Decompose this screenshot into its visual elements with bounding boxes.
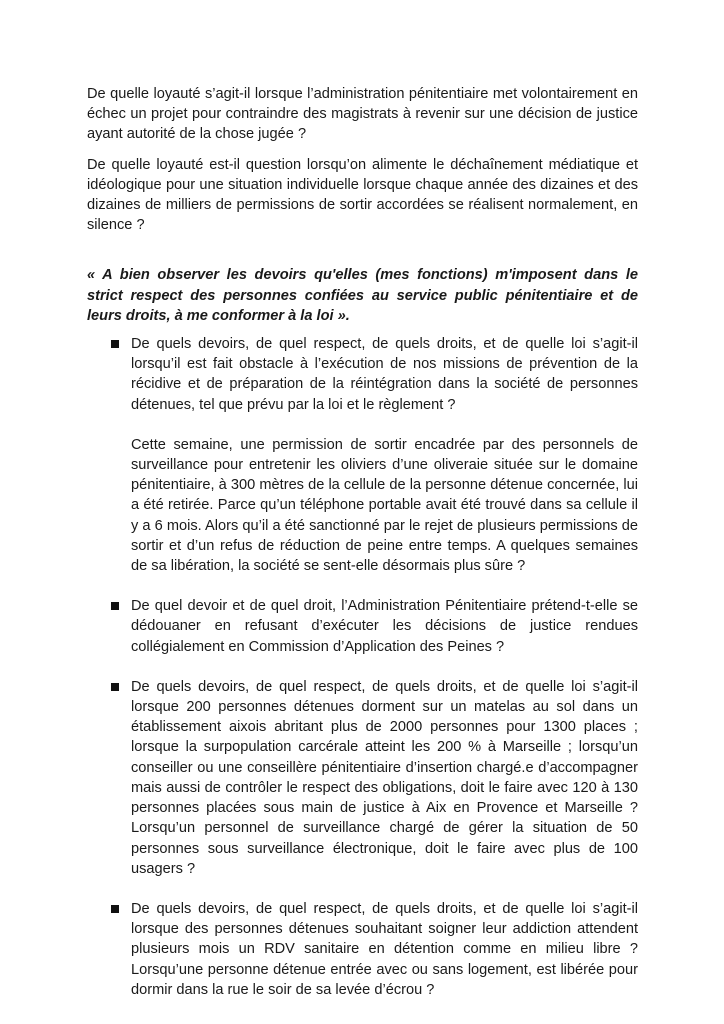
list-item [87,677,638,879]
square-bullet-icon [111,340,119,348]
questions-list [87,334,638,1000]
oath-quote: « A bien observer les devoirs qu'elles (mes fonctions) m'imposent dans le strict respect des personnes confiées au service public pénitentiaire et de leurs droits, à me conformer à la loi ». [87,267,638,324]
list-item [87,596,638,657]
list-item-text: De quels devoirs, de quel respect, de quels droits, et de quelle loi s’agit-il lorsque 200 personnes détenues dorment sur un matelas au sol dans un établissement aixois abritant plus de 2000 personnes pour 1300 places ; lorsque la surpopulation carcérale atteint les 200 % à Marseille ; lorsqu’un conseiller ou une conseillère pénitentiaire d’insertion chargé.e d’accompagner mais aussi de contrôler le respect des obligations, doit le faire avec 120 à 130 personnes placées sous main de justice à Aix en Provence et Marseille ? Lorsqu’un personnel de surveillance chargé de gérer la situation de 50 personnes sous surveillance électronique, doit le faire avec plus de 100 usagers ? [131,678,638,877]
square-bullet-icon [111,905,119,913]
list-item-text: De quel devoir et de quel droit, l’Administration Pénitentiaire prétend-t-elle se dédouaner en refusant d’exécuter les décisions de justice rendues collégialement en Commission d’Application des Peines ? [131,598,638,655]
list-item [87,899,638,1000]
square-bullet-icon [111,683,119,691]
list-item-text: De quels devoirs, de quel respect, de quels droits, et de quelle loi s’agit-il lorsqu’il est fait obstacle à l’exécution de nos missions de prévention de la récidive et de préparation de la réintégration dans la société de personnes détenues, tel que prévu par la loi et le règlement ? [131,336,638,413]
paragraph-loyalty-media: De quelle loyauté est-il question lorsqu’on alimente le déchaînement médiatique et idéologique pour une situation individuelle lorsque chaque année des dizaines et des dizaines de milliers de permissions de sortir accordées se réalisent normalement, en silence ? [87,156,638,234]
square-bullet-icon [111,602,119,610]
list-item-subparagraph: Cette semaine, une permission de sortir encadrée par des personnels de surveillance pour entretenir les oliviers d’une oliveraie située sur le domaine pénitentiaire, à 300 mètres de la cellule de la personne détenue concernée, lui a été retirée. Parce qu’un téléphone portable avait été trouvé dans sa cellule il y a 6 mois. Alors qu’il a été sanctionné par le rejet de plusieurs permissions de sortir et d’un refus de réduction de peine entre temps. A quelques semaines de sa libération, la société se sent-elle désormais plus sûre ? [131,436,638,575]
list-item [87,334,638,576]
list-item-text: De quels devoirs, de quel respect, de quels droits, et de quelle loi s’agit-il lorsque des personnes détenues souhaitant soigner leur addiction attendent plusieurs mois un RDV sanitaire en détention comme en milieu libre ? Lorsqu’une personne détenue entrée avec ou sans logement, est libérée pour dormir dans la rue le soir de sa levée d’écrou ? [131,900,638,998]
paragraph-loyalty-administration: De quelle loyauté s’agit-il lorsque l’administration pénitentiaire met volontairement en échec un projet pour contraindre des magistrats à revenir sur une décision de justice ayant autorité de la chose jugée ? [87,86,638,143]
document-page [87,84,638,1020]
